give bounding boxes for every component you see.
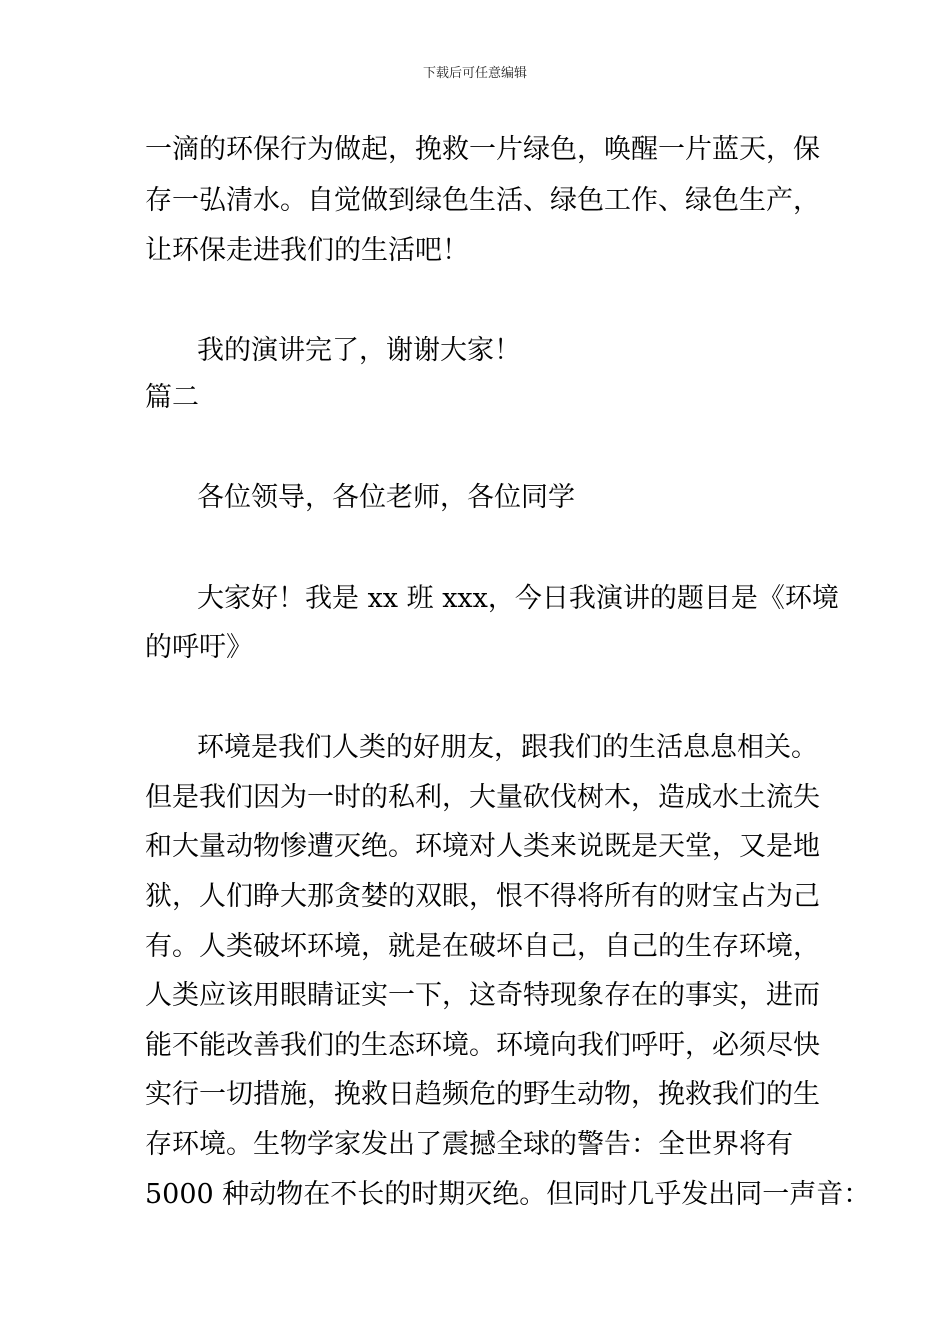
salutation: 各位领导，各位老师，各位同学 xyxy=(197,482,575,513)
text-line: 大家好！我是 xx 班 xxx，今日我演讲的题目是《环境 xyxy=(197,583,839,614)
section-heading: 篇二 xyxy=(145,382,199,413)
page-header: 下载后可任意编辑 xyxy=(422,66,527,81)
text-line: 的呼吁》 xyxy=(145,632,253,663)
text-line: 一滴的环保行为做起，挽救一片绿色，唤醒一片蓝天，保 xyxy=(145,134,820,165)
text-line: 但是我们因为一时的私利，大量砍伐树木，造成水土流失 xyxy=(145,782,820,813)
text-line: 让环保走进我们的生活吧！ xyxy=(145,235,469,266)
text-line: 5000 种动物在不长的时期灭绝。但同时几乎发出同一声音： xyxy=(145,1179,871,1210)
text-line: 实行一切措施，挽救日趋频危的野生动物，挽救我们的生 xyxy=(145,1079,820,1110)
text-line: 存一弘清水。自觉做到绿色生活、绿色工作、绿色生产， xyxy=(145,185,820,216)
text-line: 我的演讲完了，谢谢大家！ xyxy=(197,335,521,366)
text-line: 人类应该用眼睛证实一下，这奇特现象存在的事实，进而 xyxy=(145,980,820,1011)
text-line: 环境是我们人类的好朋友，跟我们的生活息息相关。 xyxy=(197,732,818,763)
text-line: 和大量动物惨遭灭绝。环境对人类来说既是天堂，又是地 xyxy=(145,831,820,862)
text-line: 有。人类破坏环境，就是在破坏自己，自己的生存环境， xyxy=(145,931,820,962)
text-line: 能不能改善我们的生态环境。环境向我们呼吁，必须尽快 xyxy=(145,1030,820,1061)
text-line: 存环境。生物学家发出了震撼全球的警告：全世界将有 xyxy=(145,1129,793,1160)
text-line: 狱，人们睁大那贪婪的双眼，恨不得将所有的财宝占为己 xyxy=(145,881,820,912)
